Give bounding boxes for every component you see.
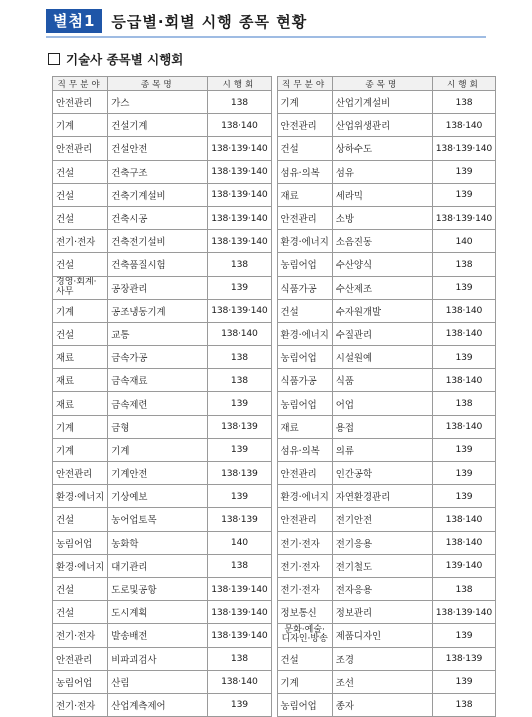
section-title: 기술사 종목별 시행회 xyxy=(66,52,184,67)
rounds-cell: 138·139·140 xyxy=(208,137,271,160)
item-cell: 건설기계 xyxy=(108,114,208,137)
tables-container xyxy=(52,76,496,717)
field-cell: 기계 xyxy=(53,438,108,461)
item-cell: 식품 xyxy=(332,369,432,392)
field-cell: 식품가공 xyxy=(277,276,332,299)
table-row xyxy=(53,369,272,392)
field-cell: 안전관리 xyxy=(277,462,332,485)
item-cell: 기계안전 xyxy=(108,462,208,485)
field-cell: 문화·예술· 디자인·방송 xyxy=(277,624,332,647)
item-cell: 수질관리 xyxy=(332,322,432,345)
item-cell: 공장관리 xyxy=(108,276,208,299)
table-row xyxy=(53,91,272,114)
header-row xyxy=(277,77,496,91)
rounds-cell: 140 xyxy=(432,230,495,253)
table-row xyxy=(277,346,496,369)
rounds-cell: 138·140 xyxy=(432,322,495,345)
field-cell: 농림어업 xyxy=(277,346,332,369)
rounds-cell: 139 xyxy=(208,392,271,415)
table-row xyxy=(53,346,272,369)
item-cell: 금속가공 xyxy=(108,346,208,369)
item-cell: 비파괴검사 xyxy=(108,647,208,670)
field-cell: 전기·전자 xyxy=(277,554,332,577)
attachment-tag: 별첨1 xyxy=(46,9,102,33)
rounds-cell: 138 xyxy=(208,346,271,369)
table-row xyxy=(53,183,272,206)
field-cell: 건설 xyxy=(277,137,332,160)
item-cell: 교통 xyxy=(108,322,208,345)
field-cell: 농림어업 xyxy=(53,531,108,554)
table-row xyxy=(53,299,272,322)
item-cell: 건설안전 xyxy=(108,137,208,160)
field-cell: 경영·회계· 사무 xyxy=(53,276,108,299)
item-cell: 조경 xyxy=(332,647,432,670)
item-cell: 전기철도 xyxy=(332,554,432,577)
field-cell: 전기·전자 xyxy=(53,624,108,647)
field-cell: 건설 xyxy=(53,508,108,531)
table-row xyxy=(277,601,496,624)
field-cell: 농림어업 xyxy=(277,253,332,276)
field-cell: 건설 xyxy=(53,206,108,229)
rounds-cell: 138·140 xyxy=(432,299,495,322)
field-cell: 전기·전자 xyxy=(53,693,108,716)
rounds-cell: 138·139·140 xyxy=(208,577,271,600)
field-cell: 기계 xyxy=(277,670,332,693)
table-row xyxy=(53,137,272,160)
rounds-cell: 138·139·140 xyxy=(432,137,495,160)
item-cell: 도로및공항 xyxy=(108,577,208,600)
field-cell: 안전관리 xyxy=(53,647,108,670)
rounds-cell: 138·139·140 xyxy=(208,624,271,647)
rounds-cell: 138·139 xyxy=(432,647,495,670)
rounds-cell: 138 xyxy=(432,253,495,276)
rounds-cell: 138·140 xyxy=(432,508,495,531)
table-row xyxy=(277,276,496,299)
rounds-cell: 140 xyxy=(208,531,271,554)
item-cell: 종자 xyxy=(332,693,432,716)
field-cell: 식품가공 xyxy=(277,369,332,392)
item-cell: 산업기계설비 xyxy=(332,91,432,114)
rounds-cell: 139 xyxy=(432,346,495,369)
header-field: 직무분야 xyxy=(53,77,108,91)
header-rounds: 시행회 xyxy=(432,77,495,91)
item-cell: 도시계획 xyxy=(108,601,208,624)
field-cell: 환경·에너지 xyxy=(53,554,108,577)
item-cell: 제품디자인 xyxy=(332,624,432,647)
field-cell: 섬유·의복 xyxy=(277,438,332,461)
document-title: 등급별·회별 시행 종목 현황 xyxy=(111,12,308,31)
rounds-cell: 139 xyxy=(208,276,271,299)
item-cell: 수산제조 xyxy=(332,276,432,299)
table-row xyxy=(277,531,496,554)
rounds-cell: 138·140 xyxy=(208,322,271,345)
title-underline xyxy=(46,36,486,38)
item-cell: 기계 xyxy=(108,438,208,461)
item-cell: 공조냉동기계 xyxy=(108,299,208,322)
field-cell: 건설 xyxy=(53,160,108,183)
field-cell: 섬유·의복 xyxy=(277,160,332,183)
table-row xyxy=(53,392,272,415)
table-row xyxy=(277,485,496,508)
item-cell: 수산양식 xyxy=(332,253,432,276)
item-cell: 건축기계설비 xyxy=(108,183,208,206)
table-row xyxy=(53,624,272,647)
rounds-cell: 138·139·140 xyxy=(208,299,271,322)
header-field: 직무분야 xyxy=(277,77,332,91)
item-cell: 어업 xyxy=(332,392,432,415)
table-row xyxy=(53,531,272,554)
item-cell: 금형 xyxy=(108,415,208,438)
field-cell: 건설 xyxy=(53,577,108,600)
rounds-cell: 138·139 xyxy=(208,462,271,485)
rounds-cell: 138·139·140 xyxy=(208,183,271,206)
item-cell: 건축시공 xyxy=(108,206,208,229)
item-cell: 산업위생관리 xyxy=(332,114,432,137)
table-row xyxy=(53,206,272,229)
rounds-cell: 139 xyxy=(432,276,495,299)
table-row xyxy=(277,253,496,276)
table-row xyxy=(53,230,272,253)
field-cell: 환경·에너지 xyxy=(277,230,332,253)
header-rounds: 시행회 xyxy=(208,77,271,91)
rounds-cell: 138 xyxy=(432,392,495,415)
field-cell: 안전관리 xyxy=(53,137,108,160)
table-row xyxy=(277,647,496,670)
field-cell: 기계 xyxy=(53,114,108,137)
table-row xyxy=(53,114,272,137)
table-row xyxy=(277,322,496,345)
rounds-cell: 138·140 xyxy=(208,670,271,693)
field-cell: 재료 xyxy=(53,369,108,392)
table-row xyxy=(277,160,496,183)
table-row xyxy=(53,508,272,531)
rounds-cell: 138 xyxy=(432,693,495,716)
item-cell: 인간공학 xyxy=(332,462,432,485)
rounds-cell: 138 xyxy=(208,253,271,276)
field-cell: 기계 xyxy=(277,91,332,114)
field-cell: 재료 xyxy=(53,392,108,415)
rounds-cell: 138·140 xyxy=(432,531,495,554)
field-cell: 농림어업 xyxy=(53,670,108,693)
item-cell: 건축구조 xyxy=(108,160,208,183)
table-row xyxy=(53,462,272,485)
table-row xyxy=(53,253,272,276)
item-cell: 소방 xyxy=(332,206,432,229)
item-cell: 농어업토목 xyxy=(108,508,208,531)
field-cell: 안전관리 xyxy=(277,508,332,531)
item-cell: 산림 xyxy=(108,670,208,693)
field-cell: 건설 xyxy=(277,299,332,322)
field-cell: 건설 xyxy=(53,322,108,345)
item-cell: 조선 xyxy=(332,670,432,693)
rounds-cell: 138 xyxy=(208,91,271,114)
field-cell: 기계 xyxy=(53,299,108,322)
rounds-cell: 139 xyxy=(208,693,271,716)
item-cell: 대기관리 xyxy=(108,554,208,577)
item-cell: 전기응용 xyxy=(332,531,432,554)
item-cell: 수자원개발 xyxy=(332,299,432,322)
item-cell: 용접 xyxy=(332,415,432,438)
table-row xyxy=(53,601,272,624)
table-row xyxy=(277,206,496,229)
field-cell: 안전관리 xyxy=(277,206,332,229)
item-cell: 상하수도 xyxy=(332,137,432,160)
item-cell: 산업계측제어 xyxy=(108,693,208,716)
rounds-cell: 138·139·140 xyxy=(432,206,495,229)
rounds-cell: 138·139·140 xyxy=(208,160,271,183)
item-cell: 농화학 xyxy=(108,531,208,554)
table-row xyxy=(53,670,272,693)
table-row xyxy=(53,276,272,299)
table-row xyxy=(53,485,272,508)
rounds-cell: 138·140 xyxy=(432,369,495,392)
item-cell: 소음진동 xyxy=(332,230,432,253)
field-cell: 전기·전자 xyxy=(277,531,332,554)
rounds-cell: 138·139·140 xyxy=(432,601,495,624)
table-row xyxy=(277,577,496,600)
rounds-cell: 138·140 xyxy=(432,114,495,137)
rounds-cell: 138 xyxy=(208,369,271,392)
field-cell: 안전관리 xyxy=(277,114,332,137)
header-row xyxy=(53,77,272,91)
item-cell: 건축전기설비 xyxy=(108,230,208,253)
table-row xyxy=(53,554,272,577)
rounds-cell: 138·139 xyxy=(208,508,271,531)
rounds-cell: 139 xyxy=(432,160,495,183)
rounds-cell: 138·139·140 xyxy=(208,230,271,253)
header-item: 종목명 xyxy=(332,77,432,91)
rounds-cell: 138 xyxy=(208,647,271,670)
field-cell: 안전관리 xyxy=(53,462,108,485)
field-cell: 재료 xyxy=(53,346,108,369)
right-table xyxy=(277,76,497,717)
rounds-cell: 138 xyxy=(208,554,271,577)
item-cell: 가스 xyxy=(108,91,208,114)
field-cell: 건설 xyxy=(277,647,332,670)
table-row xyxy=(53,160,272,183)
rounds-cell: 138·140 xyxy=(208,114,271,137)
table-row xyxy=(277,369,496,392)
item-cell: 전자응용 xyxy=(332,577,432,600)
field-cell: 건설 xyxy=(53,183,108,206)
item-cell: 전기안전 xyxy=(332,508,432,531)
table-row xyxy=(53,577,272,600)
table-row xyxy=(277,91,496,114)
field-cell: 안전관리 xyxy=(53,91,108,114)
item-cell: 세라믹 xyxy=(332,183,432,206)
rounds-cell: 139 xyxy=(432,462,495,485)
item-cell: 금속제련 xyxy=(108,392,208,415)
table-row xyxy=(53,693,272,716)
item-cell: 발송배전 xyxy=(108,624,208,647)
table-row xyxy=(277,114,496,137)
table-row xyxy=(277,508,496,531)
field-cell: 환경·에너지 xyxy=(53,485,108,508)
field-cell: 전기·전자 xyxy=(277,577,332,600)
rounds-cell: 139 xyxy=(208,438,271,461)
item-cell: 금속재료 xyxy=(108,369,208,392)
checkbox-icon xyxy=(48,53,60,65)
table-row xyxy=(277,137,496,160)
field-cell: 기계 xyxy=(53,415,108,438)
table-row xyxy=(53,438,272,461)
field-cell: 환경·에너지 xyxy=(277,485,332,508)
field-cell: 환경·에너지 xyxy=(277,322,332,345)
table-row xyxy=(277,392,496,415)
item-cell: 기상예보 xyxy=(108,485,208,508)
section-heading xyxy=(48,50,183,68)
field-cell: 재료 xyxy=(277,183,332,206)
rounds-cell: 139·140 xyxy=(432,554,495,577)
table-row xyxy=(277,415,496,438)
rounds-cell: 139 xyxy=(432,438,495,461)
table-row xyxy=(53,647,272,670)
rounds-cell: 139 xyxy=(432,624,495,647)
rounds-cell: 139 xyxy=(432,485,495,508)
table-row xyxy=(277,624,496,647)
table-row xyxy=(277,670,496,693)
field-cell: 전기·전자 xyxy=(53,230,108,253)
rounds-cell: 138·139·140 xyxy=(208,206,271,229)
item-cell: 정보관리 xyxy=(332,601,432,624)
rounds-cell: 138·139 xyxy=(208,415,271,438)
table-row xyxy=(277,438,496,461)
item-cell: 자연환경관리 xyxy=(332,485,432,508)
field-cell: 농림어업 xyxy=(277,693,332,716)
table-row xyxy=(277,693,496,716)
attachment-banner xyxy=(46,8,307,34)
table-row xyxy=(277,230,496,253)
table-row xyxy=(277,183,496,206)
table-row xyxy=(53,415,272,438)
field-cell: 건설 xyxy=(53,253,108,276)
header-item: 종목명 xyxy=(108,77,208,91)
item-cell: 시설원예 xyxy=(332,346,432,369)
field-cell: 재료 xyxy=(277,415,332,438)
field-cell: 농림어업 xyxy=(277,392,332,415)
rounds-cell: 139 xyxy=(432,183,495,206)
field-cell: 건설 xyxy=(53,601,108,624)
table-row xyxy=(277,299,496,322)
rounds-cell: 138·140 xyxy=(432,415,495,438)
item-cell: 의류 xyxy=(332,438,432,461)
rounds-cell: 138 xyxy=(432,577,495,600)
field-cell: 정보통신 xyxy=(277,601,332,624)
rounds-cell: 138 xyxy=(432,91,495,114)
rounds-cell: 139 xyxy=(432,670,495,693)
item-cell: 건축품질시험 xyxy=(108,253,208,276)
left-table xyxy=(52,76,272,717)
table-row xyxy=(53,322,272,345)
rounds-cell: 138·139·140 xyxy=(208,601,271,624)
rounds-cell: 139 xyxy=(208,485,271,508)
item-cell: 섬유 xyxy=(332,160,432,183)
table-row xyxy=(277,462,496,485)
table-row xyxy=(277,554,496,577)
